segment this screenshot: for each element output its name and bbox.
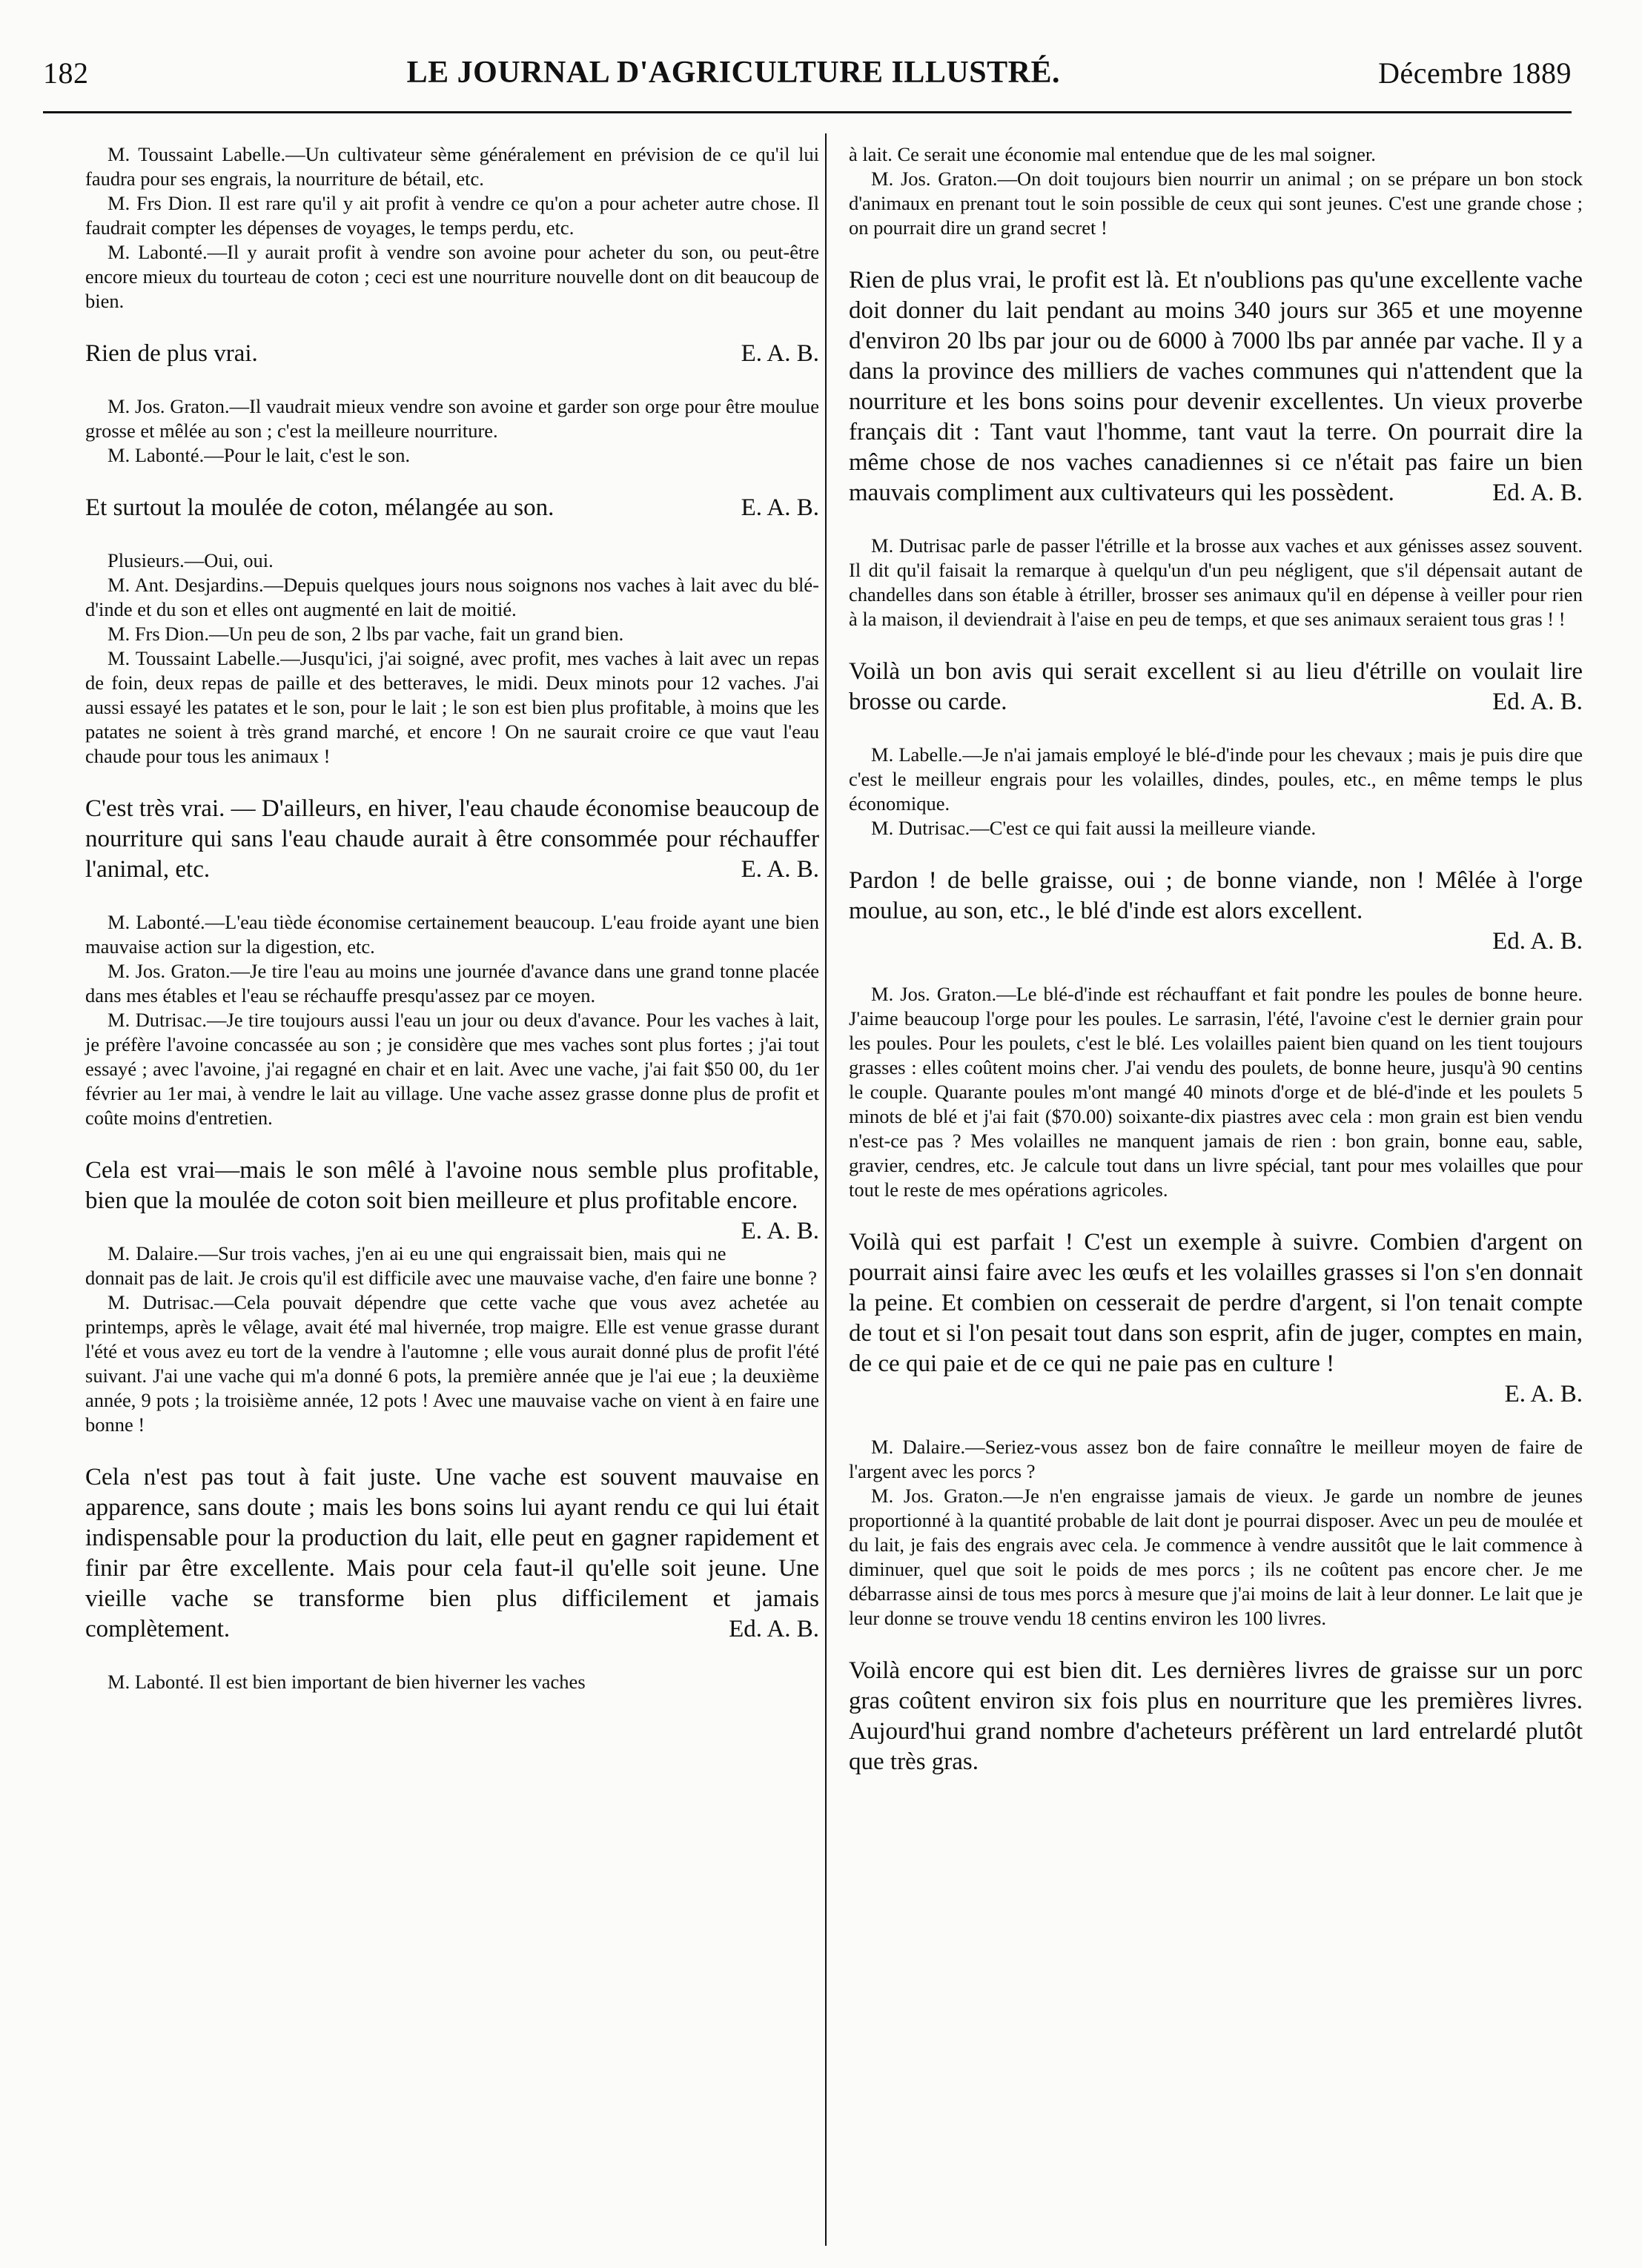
- page-header: [43, 46, 1572, 90]
- paragraph: M. Labonté.—Pour le lait, c'est le son.: [107, 444, 411, 466]
- paragraph: M. Jos. Graton.—On doit toujours bien nourrir un animal ; on se prépare un bon stock d'animaux en prenant tout le soin possible de ceux qui sont jeunes. C'est une grande chose ; on pourrait dire un grand secret !: [849, 168, 1583, 239]
- editor-signature: Ed. A. B.: [1492, 480, 1583, 506]
- editor-comment: [85, 339, 819, 369]
- comment-text: Rien de plus vrai, le profit est là. Et n'oublions pas qu'une excellente vache doit donner du lait pendant au moins 340 jours sur 365 et une moyenne d'environ 20 lbs par jour ou de 6000 à 7000 lbs par année par vache. Il y a dans la province des milliers de vaches communes qui n'attendent que la nourriture et les bons soins pour devenir excellentes. Un vieux proverbe français dit : Tant vaut l'homme, tant vaut la terre. On pourrait dire la même chose de nos vaches canadiennes si ce n'était pas faire un bien mauvais compliment aux cultivateurs qui les possèdent.: [849, 267, 1583, 506]
- editor-comment: [85, 1462, 819, 1645]
- comment-text: C'est très vrai. — D'ailleurs, en hiver, l'eau chaude économise beaucoup de nourriture qui sans l'eau chaude aurait à être consommée pour réchauffer l'animal, etc.: [85, 795, 819, 883]
- editor-signature: E. A. B.: [741, 1218, 819, 1244]
- paragraph: M. Dutrisac.—Je tire toujours aussi l'eau un jour ou deux d'avance. Pour les vaches à lait, je préfère l'avoine concassée au son ; je considère que mes vaches sont plus fortes ; j'ai tout essayé ; avec l'avoine, j'ai regagné en chair et en lait. Avec une vache, j'ai fait $50 00, du 1er février au 1er mai, à vendre le lait au village. Une vache assez grasse donne plus de profit et coûte moins d'entretien.: [85, 1009, 819, 1129]
- comment-text: Pardon ! de belle graisse, oui ; de bonne viande, non ! Mêlée à l'orge moulue, au son, etc., le blé d'inde est alors excellent.: [849, 867, 1583, 924]
- editor-signature: Ed. A. B.: [729, 1616, 819, 1642]
- editor-comment: [849, 1227, 1583, 1379]
- editor-signature: E. A. B.: [741, 494, 819, 521]
- editor-signature: Ed. A. B.: [1492, 689, 1583, 715]
- paragraph: M. Jos. Graton.—Je n'en engraisse jamais de vieux. Je garde un nombre de jeunes proportionné à la quantité probable de lait dont je pourrai disposer. Avec un peu de moulée et du lait, je fais des engrais avec cela. Je commence à vendre aussitôt que le lait commence à diminuer, quel que soit le poids de mes porcs ; ils ne coûtent pas encore cher. Je me débarrasse ainsi de tous mes porcs à mesure que j'ai moins de lait à leur donner. Le lait que je leur donne se trouve vendu 18 centins environ les 100 livres.: [849, 1485, 1583, 1629]
- comment-text: Rien de plus vrai.: [85, 340, 258, 367]
- editor-comment: [849, 866, 1583, 926]
- issue-date: Décembre 1889: [1378, 56, 1572, 90]
- editor-comment: [85, 493, 819, 523]
- paragraph: Plusieurs.—Oui, oui.: [107, 549, 274, 571]
- comment-text: Cela n'est pas tout à fait juste. Une vache est souvent mauvaise en apparence, sans doute ; mais les bons soins lui ayant rendu ce qui lui était indispensable pour la production du lait, elle peut en gagner rapidement et finir par être excellente. Mais pour cela faut-il qu'elle soit jeune. Une vieille vache se transforme bien plus difficilement et jamais complètement.: [85, 1464, 819, 1642]
- paragraph: M. Toussaint Labelle.—Jusqu'ici, j'ai soigné, avec profit, mes vaches à lait avec un repas de foin, deux repas de paille et des betteraves, le midi. Deux minots pour 12 vaches. J'ai aussi essayé les patates et le son, pour le lait ; le son est bien plus profitable, à moins que les patates ne soient à très grand marché, et encore ! On ne saurait croire ce que vaut l'eau chaude pour tous les animaux !: [85, 647, 819, 767]
- column-divider: [825, 133, 827, 2246]
- paragraph: M. Dutrisac.—C'est ce qui fait aussi la meilleure viande.: [871, 817, 1317, 839]
- paragraph: M. Labelle.—Je n'ai jamais employé le blé-d'inde pour les chevaux ; mais je puis dire que c'est le meilleur engrais pour les volailles, dindes, poules, etc., en même temps le plus économique.: [849, 743, 1583, 815]
- page-number: 182: [43, 56, 89, 90]
- paragraph: M. Frs Dion. Il est rare qu'il y ait profit à vendre ce qu'on a pour acheter autre chose. Il faudrait compter les dépenses de voyages, le temps perdu, etc.: [85, 192, 819, 239]
- paragraph: M. Dalaire.—Sur trois vaches, j'en ai eu une qui engraissait bien, mais qui ne donnait pas de lait. Je crois qu'il est difficile avec une mauvaise vache, d'en faire une bonne ?: [85, 1242, 817, 1289]
- comment-text: Et surtout la moulée de coton, mélangée au son.: [85, 494, 554, 521]
- paragraph: M. Jos. Graton.—Le blé-d'inde est réchauffant et fait pondre les poules de bonne heure. J'aime beaucoup l'orge pour les poules. Le sarrasin, l'été, l'avoine c'est le dernier grain pour les poules. Pour les poulets, c'est le blé. Les volailles paient bien quand on les tient toujours grasses : elles coûtent moins cher. J'ai vendu des poulets, de bonne heure, jusqu'à 90 centins le couple. Quarante poules m'ont mangé 40 minots d'orge et de blé-d'inde et les poulets 5 minots de blé et j'ai fait ($70.00) soixante-dix piastres avec cela : mon grain est bien vendu n'est-ce pas ? Mes volailles ne manquent jamais de rien : bon grain, bonne eau, sable, gravier, cendres, etc. Je calcule tout dans un livre spécial, tant pour mes volailles que pour tout le reste de mes opérations agricoles.: [849, 983, 1583, 1201]
- editor-comment: [85, 1155, 819, 1244]
- editor-comment: [849, 657, 1583, 717]
- editor-comment: Voilà encore qui est bien dit. Les dernières livres de graisse sur un porc gras coûtent environ six fois plus en nourriture que les premières livres. Aujourd'hui grand nombre d'acheteurs préfèrent un lard entrelardé plutôt que très gras.: [849, 1657, 1583, 1775]
- comment-text: Cela est vrai—mais le son mêlé à l'avoine nous semble plus profitable, bien que la moulée de coton soit bien meilleure et plus profitable encore.: [85, 1157, 819, 1214]
- paragraph: M. Dutrisac.—Cela pouvait dépendre que cette vache que vous avez achetée au printemps, après le vêlage, avait été mal hivernée, trop maigre. Elle est venue grasse durant l'été et vous avez eu tort de la vendre à l'automne ; elle vous aurait donné plus de profit l'été suivant. J'ai une vache qui m'a donné 6 pots, la première année que je l'ai eue ; la deuxième année, 9 pots ; la troisième année, 12 pots ! Avec une mauvaise vache on vient à en faire une bonne !: [85, 1291, 819, 1436]
- editor-comment: [85, 794, 819, 885]
- left-column: [85, 142, 819, 1694]
- paragraph: M. Toussaint Labelle.—Un cultivateur sème généralement en prévision de ce qu'il lui faudra pour ses engrais, la nourriture de bétail, etc.: [85, 143, 819, 190]
- paragraph: M. Dutrisac parle de passer l'étrille et la brosse aux vaches et aux génisses assez souvent. Il dit qu'il faisait la remarque à quelqu'un d'un peu négligent, que s'il dépensait autant de chandelles dans son étable à étriller, brosser ses animaux qu'il en dépense à veiller pour rien à la maison, il deviendrait à l'aise en peu de temps, et que ses animaux seraient tous gras ! !: [849, 534, 1583, 630]
- paragraph: M. Labonté.—L'eau tiède économise certainement beaucoup. L'eau froide ayant une bien mauvaise action sur la digestion, etc.: [85, 911, 819, 958]
- editor-comment: [849, 265, 1583, 508]
- paragraph: M. Labonté.—Il y aurait profit à vendre son avoine pour acheter du son, ou peut-être encore mieux du tourteau de coton ; ceci est une nourriture nouvelle dont on dit beaucoup de bien.: [85, 241, 819, 312]
- editor-signature: E. A. B.: [741, 340, 819, 367]
- editor-signature: Ed. A. B.: [1492, 928, 1583, 955]
- right-column: [849, 142, 1583, 1777]
- paragraph: M. Labonté. Il est bien important de bien hiverner les vaches: [107, 1671, 586, 1693]
- paragraph: M. Dalaire.—Seriez-vous assez bon de faire connaître le meilleur moyen de faire de l'argent avec les porcs ?: [849, 1436, 1583, 1482]
- comment-text: Voilà un bon avis qui serait excellent si au lieu d'étrille on voulait lire brosse ou carde.: [849, 658, 1583, 715]
- editor-signature: E. A. B.: [741, 856, 819, 883]
- editor-signature: E. A. B.: [1504, 1381, 1583, 1407]
- paragraph: à lait. Ce serait une économie mal entendue que de les mal soigner.: [849, 143, 1376, 165]
- paragraph: M. Ant. Desjardins.—Depuis quelques jours nous soignons nos vaches à lait avec du blé-d'inde et du son et elles ont augmenté en lait de moitié.: [85, 574, 819, 620]
- paragraph: M. Jos. Graton.—Je tire l'eau au moins une journée d'avance dans une grand tonne placée dans mes étables et l'eau se réchauffe presqu'assez par ce moyen.: [85, 960, 819, 1007]
- header-rule: [43, 111, 1572, 113]
- paragraph: M. Frs Dion.—Un peu de son, 2 lbs par vache, fait un grand bien.: [107, 623, 624, 645]
- comment-text: Voilà qui est parfait ! C'est un exemple à suivre. Combien d'argent on pourrait ainsi faire avec les œufs et les volailles grasses si l'on s'en donnait la peine. Et combien on cesserait de perdre d'argent, si l'on tenait compte de tout et si l'on pesait tout dans son esprit, afin de juger, comptes en main, de ce qui paie et de ce qui ne paie pas en culture !: [849, 1229, 1583, 1377]
- paragraph: M. Jos. Graton.—Il vaudrait mieux vendre son avoine et garder son orge pour être moulue grosse et mêlée au son ; c'est la meilleure nourriture.: [85, 395, 819, 442]
- journal-title: LE JOURNAL D'AGRICULTURE ILLUSTRÉ.: [406, 56, 1060, 90]
